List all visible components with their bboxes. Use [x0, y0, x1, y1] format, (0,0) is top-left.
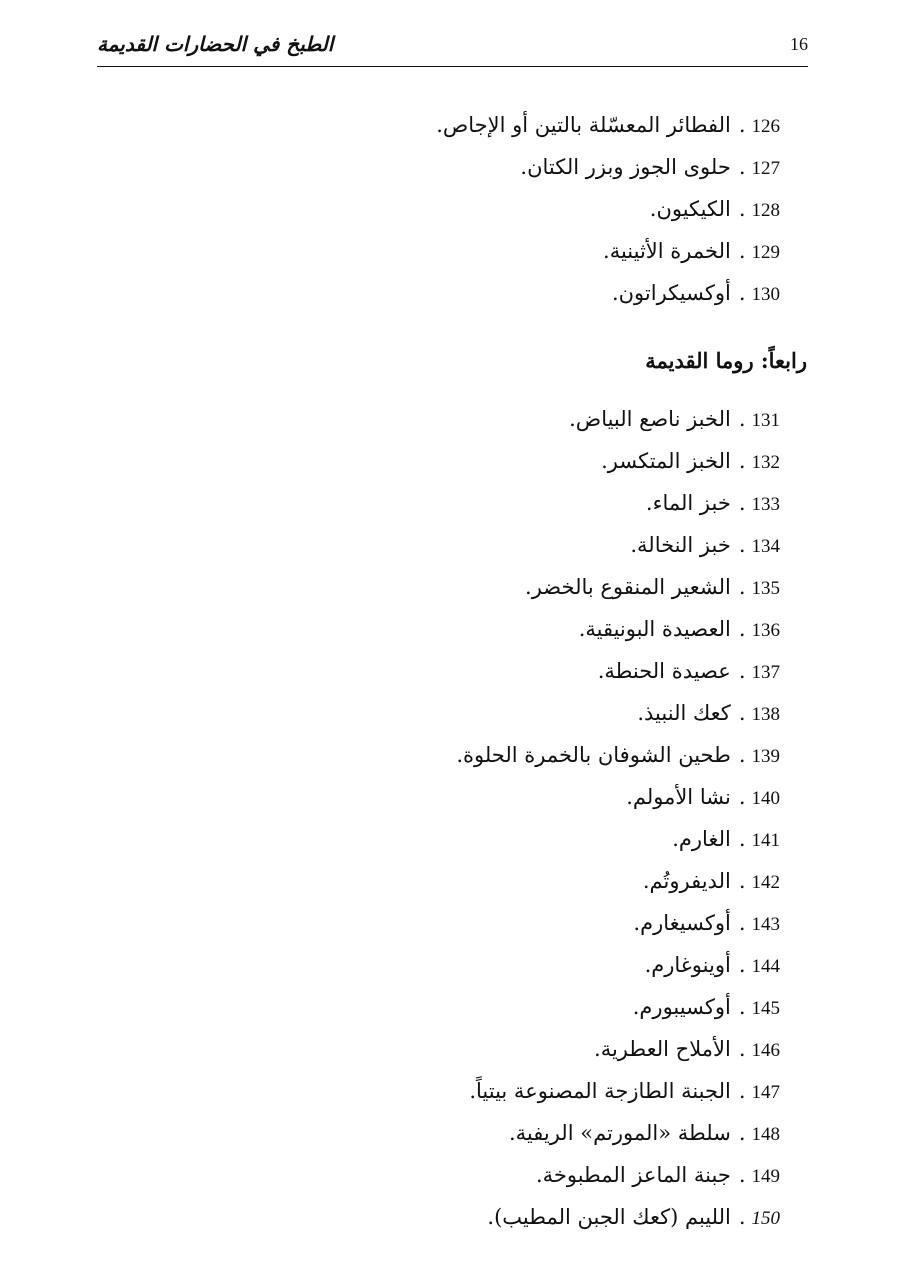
- item-number: 128: [751, 200, 780, 221]
- list-item: 150.الليبم (كعك الجبن المطيب).: [456, 1196, 780, 1238]
- list-item: 132.الخبز المتكسر.: [456, 440, 780, 482]
- item-number: 148: [751, 1124, 780, 1145]
- item-text: أوكسيبورم.: [632, 995, 731, 1019]
- list-item: 127.حلوى الجوز وبزر الكتان.: [436, 146, 780, 188]
- page-header: [97, 28, 808, 67]
- item-text: طحين الشوفان بالخمرة الحلوة.: [456, 743, 731, 767]
- item-text: الغارم.: [672, 827, 731, 851]
- recipe-list-part-2: [456, 398, 780, 1238]
- item-text: الأملاح العطرية.: [594, 1037, 731, 1061]
- item-number: 133: [751, 494, 780, 515]
- item-number: 146: [751, 1040, 780, 1061]
- item-text: حلوى الجوز وبزر الكتان.: [520, 155, 731, 179]
- list-item: 135.الشعير المنقوع بالخضر.: [456, 566, 780, 608]
- list-item: 134.خبز النخالة.: [456, 524, 780, 566]
- section-heading: رابعاً: روما القديمة: [645, 348, 807, 373]
- list-item: 137.عصيدة الحنطة.: [456, 650, 780, 692]
- item-text: الفطائر المعسّلة بالتين أو الإجاص.: [436, 113, 731, 137]
- item-text: الخبز المتكسر.: [601, 449, 731, 473]
- item-number: 150: [751, 1208, 780, 1229]
- list-item: 129.الخمرة الأثينية.: [436, 230, 780, 272]
- item-text: الخمرة الأثينية.: [603, 239, 731, 263]
- list-item: 126.الفطائر المعسّلة بالتين أو الإجاص.: [436, 104, 780, 146]
- item-number: 138: [751, 704, 780, 725]
- item-number: 147: [751, 1082, 780, 1103]
- item-text: نشا الأمولم.: [626, 785, 731, 809]
- list-item: 143.أوكسيغارم.: [456, 902, 780, 944]
- item-text: أوينوغارم.: [644, 953, 731, 977]
- item-number: 140: [751, 788, 780, 809]
- item-number: 137: [751, 662, 780, 683]
- item-text: سلطة «المورتم» الريفية.: [508, 1121, 731, 1145]
- list-item: 131.الخبز ناصع البياض.: [456, 398, 780, 440]
- list-item: 138.كعك النبيذ.: [456, 692, 780, 734]
- item-text: جبنة الماعز المطبوخة.: [535, 1163, 731, 1187]
- item-number: 135: [751, 578, 780, 599]
- item-number: 126: [751, 116, 780, 137]
- item-text: الشعير المنقوع بالخضر.: [525, 575, 731, 599]
- list-item: 140.نشا الأمولم.: [456, 776, 780, 818]
- list-item: 145.أوكسيبورم.: [456, 986, 780, 1028]
- item-text: الكيكيون.: [649, 197, 731, 221]
- item-number: 144: [751, 956, 780, 977]
- item-number: 131: [751, 410, 780, 431]
- list-item: 136.العصيدة البونيقية.: [456, 608, 780, 650]
- list-item: 146.الأملاح العطرية.: [456, 1028, 780, 1070]
- list-item: 148.سلطة «المورتم» الريفية.: [456, 1112, 780, 1154]
- recipe-list-part-1: [436, 104, 780, 314]
- item-number: 143: [751, 914, 780, 935]
- list-item: 147.الجبنة الطازجة المصنوعة بيتياً.: [456, 1070, 780, 1112]
- item-text: الليبم (كعك الجبن المطيب).: [487, 1205, 731, 1229]
- running-title: الطبخ في الحضارات القديمة: [97, 32, 334, 56]
- item-number: 139: [751, 746, 780, 767]
- list-item: 142.الديفروتُم.: [456, 860, 780, 902]
- list-item: 133.خبز الماء.: [456, 482, 780, 524]
- list-item: 149.جبنة الماعز المطبوخة.: [456, 1154, 780, 1196]
- item-text: خبز الماء.: [645, 491, 731, 515]
- item-text: أوكسيكراتون.: [611, 281, 731, 305]
- item-number: 136: [751, 620, 780, 641]
- item-text: خبز النخالة.: [630, 533, 731, 557]
- item-text: الخبز ناصع البياض.: [569, 407, 731, 431]
- list-item: 144.أوينوغارم.: [456, 944, 780, 986]
- list-item: 128.الكيكيون.: [436, 188, 780, 230]
- item-number: 142: [751, 872, 780, 893]
- item-text: العصيدة البونيقية.: [578, 617, 731, 641]
- item-number: 127: [751, 158, 780, 179]
- item-number: 145: [751, 998, 780, 1019]
- list-item: 130.أوكسيكراتون.: [436, 272, 780, 314]
- item-text: كعك النبيذ.: [637, 701, 731, 725]
- item-text: أوكسيغارم.: [633, 911, 731, 935]
- item-number: 149: [751, 1166, 780, 1187]
- item-number: 129: [751, 242, 780, 263]
- item-number: 130: [751, 284, 780, 305]
- item-text: عصيدة الحنطة.: [597, 659, 731, 683]
- list-item: 141.الغارم.: [456, 818, 780, 860]
- item-text: الجبنة الطازجة المصنوعة بيتياً.: [469, 1079, 731, 1103]
- item-text: الديفروتُم.: [642, 869, 731, 893]
- item-number: 134: [751, 536, 780, 557]
- list-item: 139.طحين الشوفان بالخمرة الحلوة.: [456, 734, 780, 776]
- item-number: 132: [751, 452, 780, 473]
- page-number: 16: [790, 34, 808, 54]
- item-number: 141: [751, 830, 780, 851]
